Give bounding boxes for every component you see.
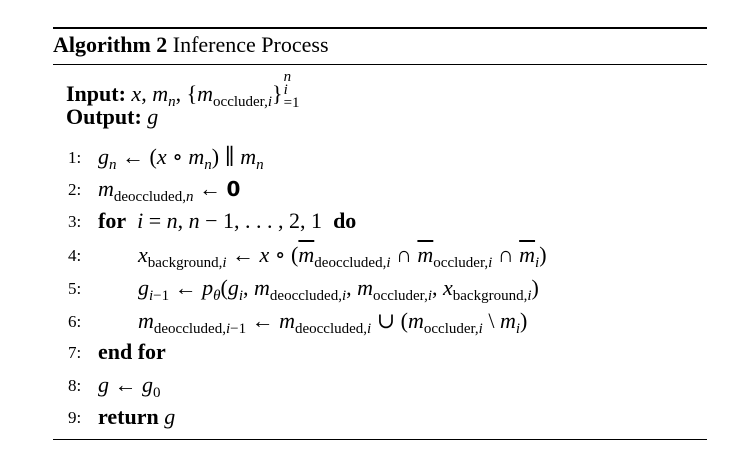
step-3: for i = n, n − 1, . . . , 2, 1 do (98, 208, 357, 233)
line-number-6: 6: (68, 312, 82, 331)
input-label: Input: (66, 81, 126, 106)
step-4: $x_{background,i}$ ← x ∘ ($\overline{m}_{deoccluded,i}$ ∩ $\overline{m}_{occluder,i}$ ∩ $\overline{m}_i$) (138, 242, 547, 271)
end-for-keyword: end for (98, 339, 166, 364)
line-number-5: 5: (68, 279, 82, 298)
step-7 (98, 338, 166, 366)
bottom-rule (53, 439, 707, 440)
line-number-8: 8: (68, 376, 82, 395)
output-label: Output: (66, 104, 142, 129)
input-line: Input: x, $m_n$, $\{m_{occluder,i}\}$ n i =1 (66, 69, 300, 111)
line-number-4: 4: (68, 246, 82, 265)
line-number-9: 9: (68, 408, 82, 427)
step-2: $m_{deoccluded,n}$ ← 0 (98, 176, 241, 205)
zero-symbol: 0 (226, 177, 241, 201)
line-number-1: 1: (68, 148, 82, 167)
algorithm-name: Inference Process (172, 32, 329, 57)
top-rule (53, 27, 707, 29)
step-6: $m_{deoccluded,i-1}$ ← $m_{deoccluded,i}$ ∪ ($m_{occluder,i}$ \ $m_i$) (138, 308, 528, 337)
step-8: g ← $g_0$ (98, 372, 161, 401)
line-number-7: 7: (68, 343, 82, 362)
algorithm-label: Algorithm 2 (53, 32, 168, 57)
do-keyword: do (333, 208, 357, 233)
line-number-3: 3: (68, 212, 82, 231)
line-number-2: 2: (68, 180, 82, 199)
return-keyword: return (98, 404, 159, 429)
algorithm-title (53, 31, 329, 59)
step-9: return g (98, 404, 176, 429)
header-rule (53, 64, 707, 65)
for-keyword: for (98, 208, 127, 233)
step-1: $g_n$ ← (x ∘ $m_n$) ∥ $m_n$ (98, 144, 264, 173)
step-5: $g_{i-1}$ ← $p_\theta(g_i$, $m_{deoccluded,i}$, $m_{occluder,i}$, $x_{background,i}$) (138, 275, 539, 304)
output-line: Output: g (66, 104, 159, 129)
